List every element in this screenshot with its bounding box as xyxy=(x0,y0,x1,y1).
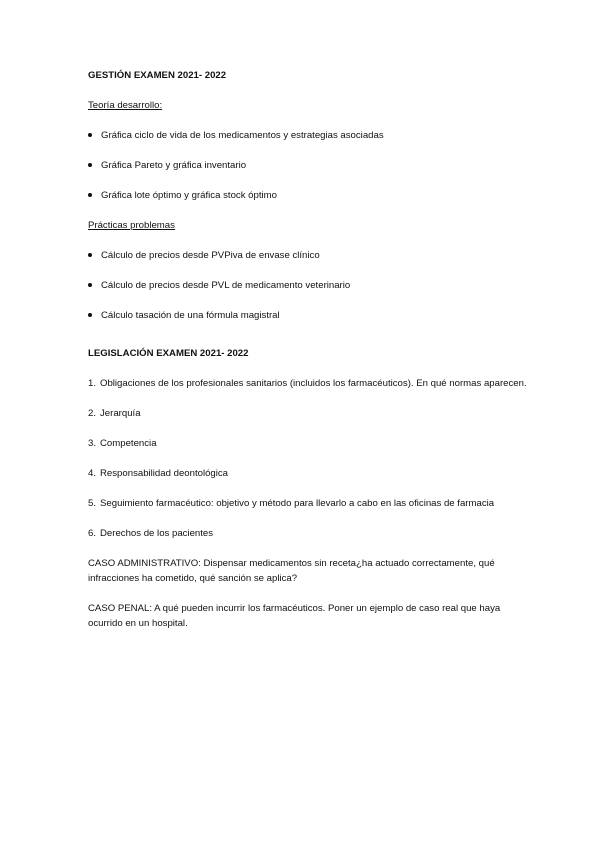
list-item xyxy=(88,436,528,451)
practicas-list xyxy=(88,248,528,323)
list-item xyxy=(88,128,528,143)
list-item-text: Gráfica lote óptimo y gráfica stock óptimo xyxy=(101,190,277,201)
list-item-text: Cálculo de precios desde PVL de medicamento veterinario xyxy=(101,280,351,291)
teoria-list xyxy=(88,128,528,203)
list-item-text: Cálculo de precios desde PVPiva de envase clínico xyxy=(101,250,320,261)
bullet-icon xyxy=(88,133,92,137)
bullet-icon xyxy=(88,313,92,317)
bullet-icon xyxy=(88,253,92,257)
list-item-number: 3. xyxy=(88,438,97,449)
teoria-heading: Teoría desarrollo: xyxy=(88,100,163,111)
list-item-number: 6. xyxy=(88,528,97,539)
list-item-number: 5. xyxy=(88,498,97,509)
caso-penal: CASO PENAL: A qué pueden incurrir los farmacéuticos. Poner un ejemplo de caso real que haya ocurrido en un hospital. xyxy=(88,603,501,629)
bullet-icon xyxy=(88,193,92,197)
list-item-text: Gráfica ciclo de vida de los medicamentos y estrategias asociadas xyxy=(101,130,384,141)
list-item-text: Competencia xyxy=(100,438,157,449)
list-item-text: Derechos de los pacientes xyxy=(100,528,214,539)
list-item xyxy=(88,406,528,421)
practicas-heading: Prácticas problemas xyxy=(88,220,175,231)
list-item xyxy=(88,188,528,203)
legislacion-list xyxy=(88,376,528,541)
list-item-text: Obligaciones de los profesionales sanitarios (incluidos los farmacéuticos). En qué normas aparecen. xyxy=(100,378,527,389)
bullet-icon xyxy=(88,163,92,167)
list-item-text: Gráfica Pareto y gráfica inventario xyxy=(101,160,247,171)
bullet-icon xyxy=(88,283,92,287)
caso-administrativo: CASO ADMINISTRATIVO: Dispensar medicamentos sin receta¿ha actuado correctamente, qué infracciones ha cometido, qué sanción se aplica? xyxy=(88,558,495,584)
list-item-number: 1. xyxy=(88,378,97,389)
legislacion-title: LEGISLACIÓN EXAMEN 2021- 2022 xyxy=(88,348,249,359)
list-item-text: Seguimiento farmacéutico: objetivo y método para llevarlo a cabo en las oficinas de farmacia xyxy=(100,498,495,509)
list-item xyxy=(88,526,528,541)
document-page xyxy=(88,68,528,631)
list-item-text: Responsabilidad deontológica xyxy=(100,468,229,479)
gestion-title: GESTIÓN EXAMEN 2021- 2022 xyxy=(88,70,227,81)
list-item-number: 4. xyxy=(88,468,97,479)
list-item-text: Jerarquía xyxy=(100,408,141,419)
list-item-text: Cálculo tasación de una fórmula magistral xyxy=(101,310,280,321)
list-item xyxy=(88,278,528,293)
list-item-number: 2. xyxy=(88,408,97,419)
list-item xyxy=(88,496,528,511)
list-item xyxy=(88,158,528,173)
list-item xyxy=(88,466,528,481)
list-item xyxy=(88,248,528,263)
list-item xyxy=(88,308,528,323)
list-item xyxy=(88,376,528,391)
